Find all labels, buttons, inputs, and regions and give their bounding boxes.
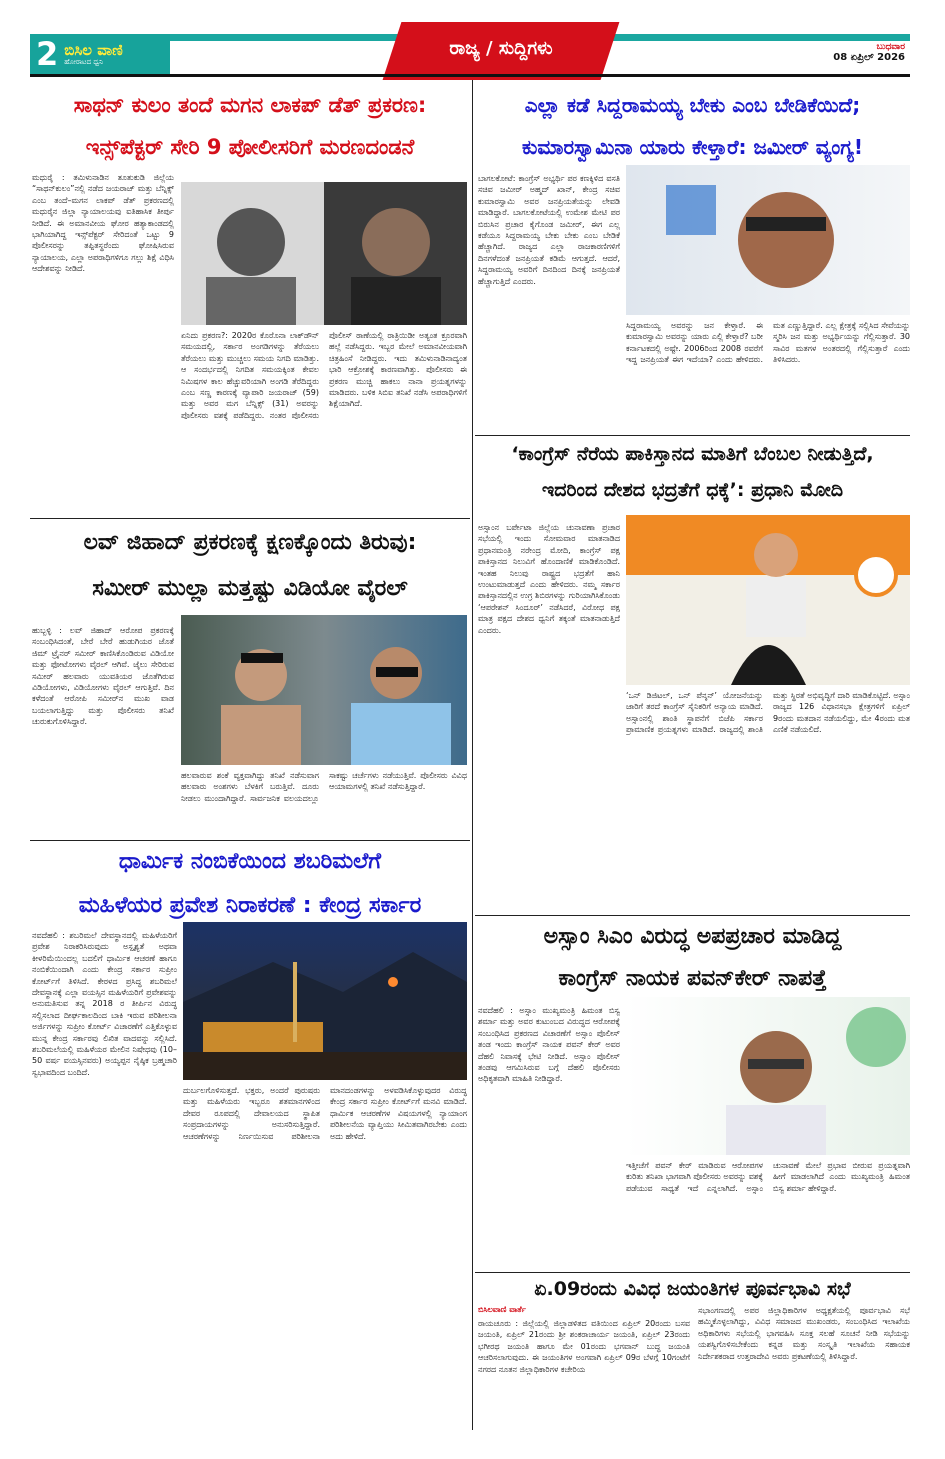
story-body: ನವದೆಹಲಿ : ಶಬರಿಮಲೆ ದೇವಸ್ಥಾನದಲ್ಲಿ ಮಹಿಳೆಯರಿಗೆ ಪ್ರವೇಶ ನಿರಾಕರಿಸಿರುವುದು ಅಸ್ಪೃಶ್ಯತೆ ಅಥವಾ ಕೀಳರಿಮೆಯಿಂದಲ್ಲ ಬದಲಿಗೆ ಧಾರ್ಮಿಕ ಆಚರಣೆ ಹಾಗೂ ನಂಬಿಕೆಯಿಂದಾಗಿ ಎಂದು ಕೇಂದ್ರ ಸರ್ಕಾರ ಸುಪ್ರೀಂ ಕೋರ್ಟ್‌ಗೆ ತಿಳಿಸಿದೆ. ಕೇರಳದ ಪ್ರಸಿದ್ಧ ಶಬರಿಮಲೆ ದೇವಸ್ಥಾನಕ್ಕೆ ಎಲ್ಲಾ ವಯಸ್ಸಿನ ಮಹಿಳೆಯರಿಗೆ ಪ್ರವೇಶವನ್ನು ಅನುಮತಿಸುವ ತನ್ನ 2018 ರ ತೀರ್ಪಿನ ವಿರುದ್ಧ ಸಲ್ಲಿಸಲಾದ ದೀರ್ಘಕಾಲದಿಂದ ಬಾಕಿ ಇರುವ ಪರಿಶೀಲನಾ ಅರ್ಜಿಗಳನ್ನು ಸುಪ್ರೀಂ ಕೋರ್ಟ್ ವಿಚಾರಣೆಗೆ ಎತ್ತಿಕೊಳ್ಳುವ ಮುನ್ನ ಕೇಂದ್ರ ಸರ್ಕಾರವು ಲಿಖಿತ ವಾದವನ್ನು ಸಲ್ಲಿಸಿದೆ. ಶಬರಿಮಲೆಯಲ್ಲಿ ಮಹಿಳೆಯರ ಮೇಲಿನ ನಿಷೇಧವು (10–50 ವರ್ಷ ವಯಸ್ಸಿನವರು) ಅಯ್ಯಪ್ಪನ ನೈಷ್ಠಿಕ ಬ್ರಹ್ಮಚಾರಿ ಸ್ವಭಾವದಿಂದ ಬಂದಿದೆ. xyxy=(32,931,177,1077)
story-jayanti-meeting-headline: ಏ.09ರಂದು ವಿವಿಧ ಜಯಂತಿಗಳ ಪೂರ್ವಭಾವಿ ಸಭೆ xyxy=(534,1278,851,1300)
divider xyxy=(30,518,470,519)
section-title: ರಾಜ್ಯ / ಸುದ್ದಿಗಳು xyxy=(449,38,553,59)
photo-modi-rally xyxy=(626,515,910,685)
column-divider xyxy=(472,80,473,1430)
photo-sameer-mulla xyxy=(181,615,467,765)
story-body: ಏನಿದು ಪ್ರಕರಣ?: 2020ರ ಕೊರೊನಾ ಲಾಕ್‌ಡೌನ್ ಸಮಯದಲ್ಲಿ, ಸರ್ಕಾರ ಅಂಗಡಿಗಳನ್ನು ತೆರೆಯಲು ತೆರೆಯಲು ಮತ್ತು ಮುಚ್ಚಲು ಸಮಯ ನಿಗದಿ ಮಾಡಿತ್ತು. ಆ ಸಂದರ್ಭದಲ್ಲಿ ನಿಗದಿತ ಸಮಯಕ್ಕಿಂತ ಕೇವಲ ನಿಮಿಷಗಳ ಕಾಲ ಹೆಚ್ಚುವರಿಯಾಗಿ ಅಂಗಡಿ ತೆರೆದಿದ್ದರು ಎಂಬ ಸಣ್ಣ ಕಾರಣಕ್ಕೆ ವ್ಯಾಪಾರಿ ಜಯರಾಜ್ (59) ಮತ್ತು ಅವರ ಮಗ ಬೆನ್ನಿಕ್ಸ್ (31) ಅವರನ್ನು ಪೊಲೀಸರು ವಶಕ್ಕೆ ಪಡೆದಿದ್ದರು. ನಂತರ ಪೊಲೀಸರು ಪೊಲೀಸ್ ಠಾಣೆಯಲ್ಲಿ ರಾತ್ರಿಯಿಡೀ ಅತ್ಯಂತ ಕ್ರೂರವಾಗಿ ಹಲ್ಲೆ ನಡೆಸಿದ್ದರು. ಇಬ್ಬರ ಮೇಲೆ ಅಮಾನವೀಯವಾಗಿ ಚಿತ್ರಹಿಂಸೆ ನೀಡಿದ್ದರು. ಇದು ತಮಿಳುನಾಡಿನಾದ್ಯಂತ ಭಾರಿ ಆಕ್ರೋಶಕ್ಕೆ ಕಾರಣವಾಗಿತ್ತು. ಪೊಲೀಸರು ಈ ಪ್ರಕರಣ ಮುಚ್ಚಿ ಹಾಕಲು ನಾನಾ ಪ್ರಯತ್ನಗಳನ್ನು ಮಾಡಿದರು. ಬಳಿಕ ಸಿಬಿಐ ತನಿಖೆ ನಡೆಸಿ ಅಪರಾಧಿಗಳಿಗೆ ಶಿಕ್ಷೆಯಾಗಿದೆ. xyxy=(181,331,467,420)
story-lockup-death-headline: ಸಾಥನ್ ಕುಲಂ ತಂದೆ ಮಗನ ಲಾಕಪ್ ಡೆತ್ ಪ್ರಕರಣ: ಇನ್ಸ್‌ಪೆಕ್ಟರ್ ಸೇರಿ 9 ಪೋಲೀಸರಿಗೆ ಮರಣದಂಡನೆ xyxy=(73,93,427,159)
issue-date xyxy=(833,42,905,63)
story-body: ಮಧುರೈ : ತಮಿಳುನಾಡಿನ ತೂತುಕುಡಿ ಜಿಲ್ಲೆಯ “ಸಾಥನ್‌ಕುಲಂ”ನಲ್ಲಿ ನಡೆದ ಜಯರಾಜ್ ಮತ್ತು ಬೆನ್ನಿಕ್ಸ್ ಎಂಬ ತಂದೆ–ಮಗನ ಲಾಕಪ್ ಡೆತ್ ಪ್ರಕರಣದಲ್ಲಿ ಮಧುರೈನ ಜಿಲ್ಲಾ ನ್ಯಾಯಾಲಯವು ಐತಿಹಾಸಿಕ ತೀರ್ಪು ನೀಡಿದೆ. ಈ ಅಮಾನವೀಯ ಘೋರ ಹತ್ಯಾಕಾಂಡದಲ್ಲಿ ಭಾಗಿಯಾಗಿದ್ದ ಇನ್ಸ್‌ಪೆಕ್ಟರ್ ಸೇರಿದಂತೆ ಒಟ್ಟು 9 ಪೊಲೀಸರನ್ನು ತಪ್ಪಿತಸ್ಥರೆಂದು ಘೋಷಿಸಿರುವ ನ್ಯಾಯಾಲಯ, ಎಲ್ಲಾ ಅಪರಾಧಿಗಳಿಗೂ ಗಲ್ಲು ಶಿಕ್ಷೆ ವಿಧಿಸಿ ಆದೇಶವನ್ನು ನೀಡಿದೆ. xyxy=(32,173,174,274)
paper-name: ಬಿಸಿಲ ವಾಣಿ xyxy=(64,40,123,59)
story-love-jihad-headline: ಲವ್ ಜಿಹಾದ್ ಪ್ರಕರಣಕ್ಕೆ ಕ್ಷಣಕ್ಕೊಂದು ತಿರುವು: ಸಮೀರ್ ಮುಲ್ಲಾ ಮತ್ತಷ್ಟು ವಿಡಿಯೋ ವೈರಲ್ xyxy=(83,530,417,601)
photo-father-son xyxy=(181,182,467,325)
story-body: ‘ಒನ್ ಡಿಜಿಟಲ್, ಒನ್ ಪೆನ್ಶನ್’ ಯೋಜನೆಯನ್ನು ಜಾರಿಗೆ ತರದೆ ಕಾಂಗ್ರೆಸ್ ಸೈನಿಕರಿಗೆ ಅನ್ಯಾಯ ಮಾಡಿದೆ. ಅಸ್ಸಾಂನಲ್ಲಿ ಶಾಂತಿ ಸ್ಥಾಪನೆಗೆ ಬಿಜೆಪಿ ಸರ್ಕಾರ ಪ್ರಾಮಾಣಿಕ ಪ್ರಯತ್ನಗಳು ಮಾಡಿದೆ. ರಾಜ್ಯದಲ್ಲಿ ಶಾಂತಿ ಮತ್ತು ಸ್ಥಿರತೆ ಅಭಿವೃದ್ಧಿಗೆ ದಾರಿ ಮಾಡಿಕೊಟ್ಟಿದೆ. ಅಸ್ಸಾಂ ರಾಜ್ಯದ 126 ವಿಧಾನಸಭಾ ಕ್ಷೇತ್ರಗಳಿಗೆ ಏಪ್ರಿಲ್ 9ರಂದು ಮತದಾನ ನಡೆಯಲಿದ್ದು, ಮೇ 4ರಂದು ಮತ ಎಣಿಕೆ ನಡೆಯಲಿದೆ. xyxy=(626,691,910,735)
story-body: ಹಲವಾರುವ ಶಂಕೆ ವ್ಯಕ್ತವಾಗಿದ್ದು ತನಿಖೆ ನಡೆಸುವಾಗ ಹಲವಾರು ಅಂಶಗಳು ಬೆಳಕಿಗೆ ಬರುತ್ತಿವೆ. ದೂರು ನೀಡಲು ಮುಂದಾಗಿದ್ದಾರೆ. ಸಾರ್ವಜನಿಕ ವಲಯದಲ್ಲೂ ಸಾಕಷ್ಟು ಚರ್ಚೆಗಳು ನಡೆಯುತ್ತಿವೆ. ಪೊಲೀಸರು ವಿವಿಧ ಆಯಾಮಗಳಲ್ಲಿ ತನಿಖೆ ನಡೆಸುತ್ತಿದ್ದಾರೆ. xyxy=(181,771,467,803)
story-body: ಅಸ್ಸಾಂನ ಬರ್ಪೇಟಾ ಜಿಲ್ಲೆಯ ಚುನಾವಣಾ ಪ್ರಚಾರ ಸಭೆಯಲ್ಲಿ ಇಂದು ಸೋಮವಾರ ಮಾತನಾಡಿದ ಪ್ರಧಾನಮಂತ್ರಿ ನರೇಂದ್ರ ಮೋದಿ, ಕಾಂಗ್ರೆಸ್ ಪಕ್ಷ ಪಾಕಿಸ್ತಾನದ ನಿಲುವಿಗೆ ಹೊಂದಾಣಿಕೆ ಮಾಡಿಕೊಂಡಿದೆ. ಇಂತಹ ನಿಲುವು ರಾಷ್ಟ್ರದ ಭದ್ರತೆಗೆ ಹಾನಿ ಉಂಟುಮಾಡುತ್ತದೆ ಎಂದು ಹೇಳಿದರು. ನಮ್ಮ ಸರ್ಕಾರ ಪಾಕಿಸ್ತಾನದಲ್ಲಿನ ಉಗ್ರ ಶಿಬಿರಗಳನ್ನು ಗುರಿಯಾಗಿಸಿಕೊಂಡು ‘ಆಪರೇಶನ್ ಸಿಂದೂರ್’ ನಡೆಸಿದರೆ, ವಿರೋಧ ಪಕ್ಷ ಮಾತ್ರ ಪಕ್ಷದ ದೇಶದ ಧ್ವನಿಗೆ ತಕ್ಕಂತೆ ಮಾತನಾಡುತ್ತಿದೆ ಎಂದರು. xyxy=(478,523,620,635)
story-body: ರಾಯಚೂರು : ಜಿಲ್ಲೆಯಲ್ಲಿ ಜಿಲ್ಲಾಡಳಿತದ ವತಿಯಿಂದ ಏಪ್ರಿಲ್ 20ರಂದು ಬಸವ ಜಯಂತಿ, ಏಪ್ರಿಲ್ 21ರಂದು ಶ್ರೀ ಶಂಕರಾಚಾರ್ಯ ಜಯಂತಿ, ಏಪ್ರಿಲ್ 23ರಂದು ಭಗೀರಥ ಜಯಂತಿ ಹಾಗೂ ಮೇ 01ರಂದು ಭಗವಾನ್ ಬುದ್ಧ ಜಯಂತಿ ಆಚರಿಸಲಾಗುವುದು. ಈ ಜಯಂತಿಗಳ ಅಂಗವಾಗಿ ಏಪ್ರಿಲ್ 09ರ ಬೆಳಗ್ಗೆ 10ಗಂಟೆಗೆ ನಗರದ ನೂತನ ಜಿಲ್ಲಾಧಿಕಾರಿಗಳ ಕಚೇರಿಯ xyxy=(478,1319,690,1374)
paper-tagline: ಹೋರಾಟದ ಧ್ವನಿ xyxy=(64,57,104,66)
story-modi-headline: ‘ಕಾಂಗ್ರೆಸ್ ನೆರೆಯ ಪಾಕಿಸ್ತಾನದ ಮಾತಿಗೆ ಬೆಂಬಲ ನೀಡುತ್ತಿದೆ, ಇದರಿಂದ ದೇಶದ ಭದ್ರತೆಗೆ ಧಕ್ಕೆ’: ಪ್ರಧಾನಿ ಮೋದಿ xyxy=(511,443,874,501)
byline: ಬಿಸಿಲವಾಣಿ ವಾರ್ತೆ xyxy=(478,1305,526,1314)
issue-date-text: 08 ಏಪ್ರಿಲ್ 2026 xyxy=(833,52,905,63)
masthead-logo xyxy=(30,34,170,74)
story-body: ಸಭಾಂಗಣದಲ್ಲಿ ಅಪರ ಜಿಲ್ಲಾಧಿಕಾರಿಗಳ ಅಧ್ಯಕ್ಷತೆಯಲ್ಲಿ ಪೂರ್ವಭಾವಿ ಸಭೆ ಹಮ್ಮಿಕೊಳ್ಳಲಾಗಿದ್ದು, ವಿವಿಧ ಸಮಾಜದ ಮುಖಂಡರು, ಸಂಬಂಧಿಸಿದ ಇಲಾಖೆಯ ಅಧಿಕಾರಿಗಳು ಸಭೆಯಲ್ಲಿ ಭಾಗವಹಿಸಿ ಸೂಕ್ತ ಸಲಹೆ ಸೂಚನೆ ನೀಡಿ ಸಭೆಯನ್ನು ಯಶಸ್ವಿಗೊಳಿಸಬೇಕೆಂದು ಕನ್ನಡ ಮತ್ತು ಸಂಸ್ಕೃತಿ ಇಲಾಖೆಯ ಸಹಾಯಕ ನಿರ್ದೇಶಕರಾದ ಉತ್ತರಾದೇವಿ ಅವರು ಪ್ರಕಟಣೆಯಲ್ಲಿ ತಿಳಿಸಿದ್ದಾರೆ. xyxy=(698,1306,910,1361)
issue-day: ಬುಧವಾರ xyxy=(876,42,905,52)
page-number: 2 xyxy=(36,35,59,73)
story-body: ಬಾಗಲಕೋಟೆ: ಕಾಂಗ್ರೆಸ್ ಅಭ್ಯರ್ಥಿ ಪರ ಕಣಕ್ಕಿಳಿದ ವಸತಿ ಸಚಿವ ಜಮೀರ್ ಅಹ್ಮದ್ ಖಾನ್, ಕೇಂದ್ರ ಸಚಿವ ಕುಮಾರಸ್ವಾಮಿ ಅವರ ಜನಪ್ರಿಯತೆಯನ್ನು ಲೇವಡಿ ಮಾಡಿದ್ದಾರೆ. ಬಾಗಲಕೋಟೆಯಲ್ಲಿ ಉಮೇಶ ಮೇಟಿ ಪರ ಬಿರುಸಿನ ಪ್ರಚಾರ ಕೈಗೊಂಡ ಜಮೀರ್, ಈಗ ಎಲ್ಲ ಕಡೆಯೂ ಸಿದ್ದರಾಮಯ್ಯ ಬೇಕು ಬೇಕು ಎಂಬ ಬೇಡಿಕೆ ಹೆಚ್ಚಾಗಿದೆ. ರಾಜ್ಯದ ಎಲ್ಲಾ ರಾಜಕಾರಣಿಗಳಿಗೆ ದಿನಗಳೆದಂತೆ ಜನಪ್ರಿಯತೆ ಕಡಿಮೆ ಆಗುತ್ತದೆ. ಆದರೆ, ಸಿದ್ದರಾಮಯ್ಯ ಅವರಿಗೆ ದಿನದಿಂದ ದಿನಕ್ಕೆ ಜನಪ್ರಿಯತೆ ಹೆಚ್ಚಾಗುತ್ತಿದೆ ಎಂದರು. xyxy=(478,174,620,286)
story-body: ಇತ್ತೀಚೆಗೆ ಪವನ್ ಕೇರ್ ಮಾಡಿರುವ ಆರೋಪಗಳ ಕುರಿತು ತನಿಖಾ ಭಾಗವಾಗಿ ಪೊಲೀಸರು ಅವರನ್ನು ವಶಕ್ಕೆ ಪಡೆಯುವ ಸಾಧ್ಯತೆ ಇದೆ ಎನ್ನಲಾಗಿದೆ. ಅಸ್ಸಾಂ ಚುನಾವಣೆ ಮೇಲೆ ಪ್ರಭಾವ ಬೀರುವ ಪ್ರಯತ್ನವಾಗಿ ಹೀಗೆ ಮಾಡಲಾಗಿದೆ ಎಂದು ಮುಖ್ಯಮಂತ್ರಿ ಹಿಮಂತ ಬಿಸ್ವ ಶರ್ಮಾ ಹೇಳಿದ್ದಾರೆ. xyxy=(626,1161,910,1193)
divider xyxy=(30,74,910,77)
story-zameer-headline: ಎಲ್ಲಾ ಕಡೆ ಸಿದ್ದರಾಮಯ್ಯ ಬೇಕು ಎಂಬ ಬೇಡಿಕೆಯಿದೆ; ಕುಮಾರಸ್ವಾಮಿನಾ ಯಾರು ಕೇಳ್ತಾರೆ: ಜಮೀರ್ ವ್ಯಂಗ್ಯ! xyxy=(522,93,863,159)
story-body: ಹುಬ್ಬಳ್ಳಿ : ಲವ್ ಜಿಹಾದ್ ಆರೋಪ ಪ್ರಕರಣಕ್ಕೆ ಸಂಬಂಧಿಸಿದಂತೆ, ಬೇರೆ ಬೇರೆ ಹುಡುಗಿಯರ ಜೊತೆ ಜಿಮ್ ಟ್ರೈನರ್ ಸಮೀರ್ ಕಾಣಿಸಿಕೊಂಡಿರುವ ವಿಡಿಯೋ ಮತ್ತು ಫೋಟೋಗಳು ವೈರಲ್ ಆಗಿವೆ. ಜೈಲು ಸೇರಿರುವ ಸಮೀರ್ ಹಲವಾರು ಯುವತಿಯರ ಜೊತೆಗಿರುವ ವಿಡಿಯೋಗಳು, ವಿಡಿಯೋಗಳು ವೈರಲ್ ಆಗುತ್ತಿವೆ. ದಿನ ಕಳೆದಂತೆ ಆರೋಪಿ ಸಮೀರ್‌ನ ಮುಖ ವಾಡ ಬಯಲಾಗುತ್ತಿದ್ದು ಮತ್ತು ಪೊಲೀಸರು ತನಿಖೆ ಚುರುಕುಗೊಳಿಸಿದ್ದಾರೆ. xyxy=(32,626,174,727)
photo-sabarimala-temple xyxy=(183,922,467,1080)
story-body: ದುರ್ಬಲಗೊಳಿಸುತ್ತದೆ. ಭಕ್ತರು, ಅಂದರೆ ಪುರುಷರು ಮತ್ತು ಮಹಿಳೆಯರು ಇಬ್ಬರೂ ಶತಮಾನಗಳಿಂದ ದೇವರ ರೂಪದಲ್ಲಿ ದೇವಾಲಯದ ಸ್ಥಾಪಿತ ಸಂಪ್ರದಾಯಗಳನ್ನು ಅನುಸರಿಸುತ್ತಿದ್ದಾರೆ. ಆಚರಣೆಗಳನ್ನು ನಿರ್ಣಯಿಸುವ ಪರಿಶೀಲನಾ ಮಾನದಂಡಗಳನ್ನು ಅಳವಡಿಸಿಕೊಳ್ಳುವುದರ ವಿರುದ್ಧ ಕೇಂದ್ರ ಸರ್ಕಾರ ಸುಪ್ರೀಂ ಕೋರ್ಟ್‌ಗೆ ಮನವಿ ಮಾಡಿದೆ. ಧಾರ್ಮಿಕ ಆಚರಣೆಗಳ ವಿಷಯಗಳಲ್ಲಿ ನ್ಯಾಯಾಂಗ ಪರಿಶೀಲನೆಯ ವ್ಯಾಪ್ತಿಯು ಸೀಮಿತವಾಗಿರಬೇಕು ಎಂದು ಅದು ಹೇಳಿದೆ. xyxy=(183,1086,467,1141)
story-pawan-khera-headline: ಅಸ್ಸಾಂ ಸಿಎಂ ವಿರುದ್ಧ ಅಪಪ್ರಚಾರ ಮಾಡಿದ್ದ ಕಾಂಗ್ರೆಸ್ ನಾಯಕ ಪವನ್‌ಕೇರ್ ನಾಪತ್ತೆ xyxy=(543,924,842,991)
story-sabarimala-headline: ಧಾರ್ಮಿಕ ನಂಬಿಕೆಯಿಂದ ಶಬರಿಮಲೆಗೆ ಮಹಿಳೆಯರ ಪ್ರವೇಶ ನಿರಾಕರಣೆ : ಕೇಂದ್ರ ಸರ್ಕಾರ xyxy=(78,849,422,918)
story-body: ಸಿದ್ದರಾಮಯ್ಯ ಅವರನ್ನು ಜನ ಕೇಳ್ತಾರೆ. ಈ ಕುಮಾರಸ್ವಾಮಿ ಅವರನ್ನು ಯಾರು ಎಲ್ಲಿ ಕೇಳ್ತಾರೆ? ಬರೀ ಕರ್ನಾಟಕದಲ್ಲಿ ಅಷ್ಟೇ. 2006ರಿಂದ 2008 ರವರೆಗೆ ಇದ್ದ ಜನಪ್ರಿಯತೆ ಈಗ ಇದೆಯಾ? ಎಂದು ಹೇಳಿದರು. ಮತ ಎಣ್ಣುತ್ತಿದ್ದಾರೆ. ಎಲ್ಲ ಕ್ಷೇತ್ರಕ್ಕೆ ಸಲ್ಲಿಸಿದ ಸೇವೆಯನ್ನು ಸ್ಮರಿಸಿ ಜನ ಮತ್ತು ಅಭ್ಯರ್ಥಿಯನ್ನು ಗೆಲ್ಲಿಸುತ್ತಾರೆ. 30 ಸಾವಿರ ಮತಗಳ ಅಂತರದಲ್ಲಿ ಗೆಲ್ಲಿಸುತ್ತಾರೆ ಎಂದು ತಿಳಿಸಿದರು. xyxy=(626,321,910,365)
photo-zameer-ahmed xyxy=(626,165,910,315)
divider xyxy=(475,1272,910,1273)
photo-pawan-khera xyxy=(626,997,910,1155)
story-body: ನವದೆಹಲಿ : ಅಸ್ಸಾಂ ಮುಖ್ಯಮಂತ್ರಿ ಹಿಮಂತ ಬಿಸ್ವ ಶರ್ಮಾ ಮತ್ತು ಅವರ ಕುಟುಂಬದ ವಿರುದ್ಧದ ಆರೋಪಕ್ಕೆ ಸಂಬಂಧಿಸಿದ ಪ್ರಕರಣದ ವಿಚಾರಣೆಗೆ ಅಸ್ಸಾಂ ಪೊಲೀಸ್ ತಂಡ ಇಂದು ಕಾಂಗ್ರೆಸ್ ನಾಯಕ ಪವನ್ ಕೇರ್ ಅವರ ದೆಹಲಿ ನಿವಾಸಕ್ಕೆ ಭೇಟಿ ನೀಡಿದೆ. ಅಸ್ಸಾಂ ಪೊಲೀಸ್ ತಂಡವು ಆಗಮಿಸಿರುವ ಬಗ್ಗೆ ದೆಹಲಿ ಪೊಲೀಸರು ಅಧಿಕೃತವಾಗಿ ಮಾಹಿತಿ ನೀಡಿದ್ದಾರೆ. xyxy=(478,1006,620,1084)
